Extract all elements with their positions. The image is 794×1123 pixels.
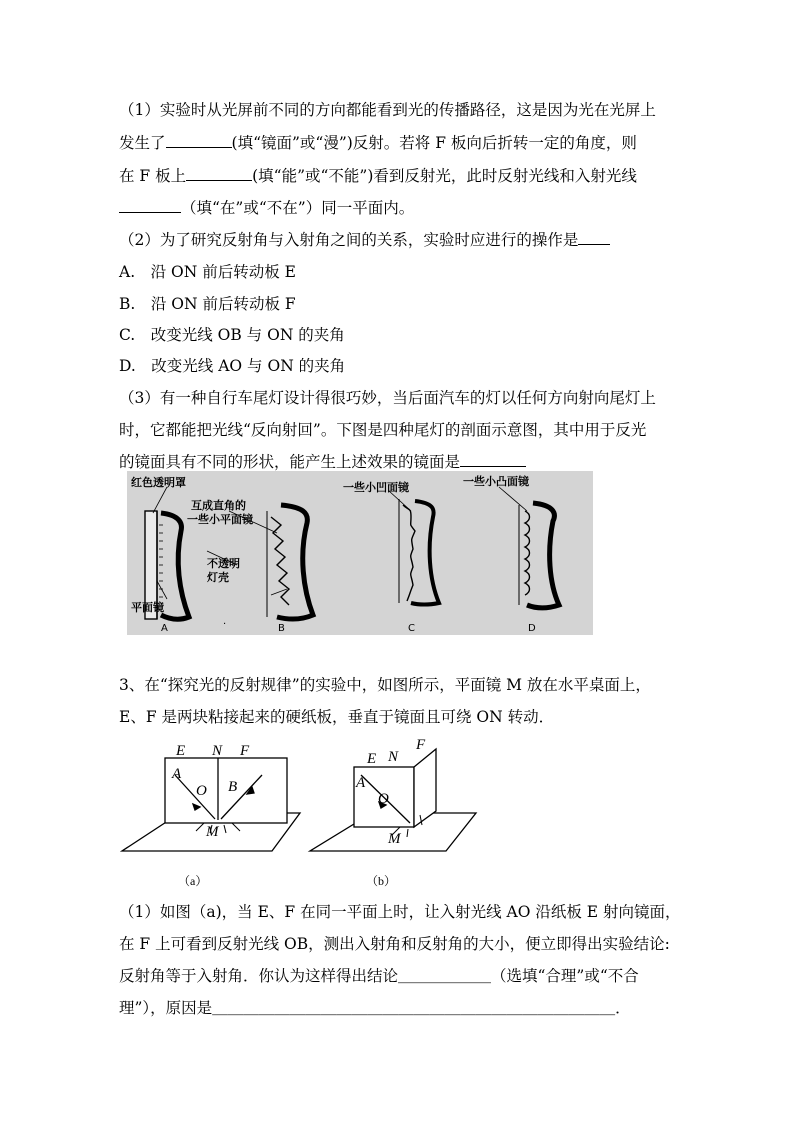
- label-right-angle-2: 一些小平面镜: [187, 513, 253, 526]
- q2-p2-text: （2）为了研究反射角与入射角之间的关系，实验时应进行的操作是: [119, 231, 579, 249]
- answer-blank-4[interactable]: [578, 230, 610, 245]
- fig-a-caption: （a）: [178, 874, 208, 888]
- label-red-cover: 红色透明罩: [131, 476, 186, 489]
- fig-b-caption: （b）: [366, 874, 397, 888]
- fig-b-label-o: O: [378, 791, 389, 807]
- reflection-figure: [120, 735, 480, 895]
- q2-p1-line3-b: (填“能”或“不能”)看到反射光，此时反射光线和入射光线: [252, 167, 637, 185]
- answer-blank-2[interactable]: [186, 166, 252, 181]
- q2-p1-line3: [119, 166, 637, 186]
- taillight-figure: [127, 471, 593, 635]
- q2-p1-line3-a: 在 F 板上: [119, 167, 187, 185]
- fig-a-label-m: M: [206, 824, 219, 840]
- fig-a-label-a: A: [172, 766, 182, 782]
- q2-p3-line3: [119, 452, 526, 472]
- caption-a: A: [161, 623, 168, 634]
- fig-a-label-b: B: [228, 779, 238, 795]
- q2-p1-line1: （1）实验时从光屏前不同的方向都能看到光的传播路径，这是因为光在光屏上: [119, 101, 656, 119]
- q3-p1-line4: 理”），原因是＿＿＿＿＿＿＿＿＿＿＿＿＿＿＿＿＿＿＿＿＿＿＿＿＿＿．: [119, 999, 631, 1017]
- label-convex: 一些小凸面镜: [463, 475, 529, 488]
- q2-p1-line2-b: (填“镜面”或“漫”)反射。若将 F 板向后折转一定的角度，则: [231, 134, 637, 152]
- q2-p1-line2: [119, 133, 637, 153]
- option-c: C. 改变光线 OB 与 ON 的夹角: [119, 326, 345, 344]
- q2-p2-line1: [119, 230, 610, 250]
- option-b: B. 沿 ON 前后转动板 F: [119, 295, 296, 313]
- fig-a-label-n: N: [212, 743, 223, 759]
- q3-p1-line1: （1）如图（a)，当 E、F 在同一平面上时，让入射光线 AO 沿纸板 E 射向镜面，: [119, 903, 681, 921]
- fig-a-label-f: F: [240, 743, 250, 759]
- option-a: A. 沿 ON 前后转动板 E: [119, 263, 296, 281]
- label-opaque-2: 灯壳: [207, 571, 229, 584]
- q3-stem-line2: E、F 是两块粘接起来的硬纸板，垂直于镜面且可绕 ON 转动．: [119, 708, 555, 726]
- label-concave: 一些小凹面镜: [343, 481, 409, 494]
- caption-b: B: [278, 623, 285, 634]
- fig-a-label-o: O: [196, 783, 207, 799]
- answer-blank-1[interactable]: [166, 133, 232, 148]
- fig-b-label-m: M: [388, 831, 401, 847]
- caption-dot: ·: [223, 619, 227, 630]
- option-d: D. 改变光线 AO 与 ON 的夹角: [119, 357, 346, 375]
- fig-b-label-n: N: [388, 749, 399, 765]
- caption-d: D: [528, 623, 536, 634]
- q3-stem-line1: 3、在“探究光的反射规律”的实验中，如图所示，平面镜 M 放在水平桌面上，: [119, 676, 651, 694]
- q2-p1-line4: [119, 198, 414, 218]
- fig-b-label-e: E: [367, 751, 377, 767]
- q2-p3-line1: （3）有一种自行车尾灯设计得很巧妙，当后面汽车的灯以任何方向射向尾灯上: [119, 389, 656, 407]
- label-flat-mirror: 平面镜: [131, 601, 164, 614]
- fig-b-label-f: F: [416, 737, 426, 753]
- q3-p1-line3: 反射角等于入射角．你认为这样得出结论＿＿＿＿＿＿（选填“合理”或“不合: [119, 967, 639, 985]
- fig-a-label-e: E: [176, 743, 186, 759]
- answer-blank-5[interactable]: [460, 452, 526, 467]
- q2-p1-line4-b: （填“在”或“不在”）同一平面内。: [181, 199, 415, 217]
- q3-p1-line2: 在 F 上可看到反射光线 OB，测出入射角和反射角的大小，便立即得出实验结论:: [119, 935, 670, 953]
- caption-c: C: [408, 623, 415, 634]
- label-opaque-1: 不透明: [207, 557, 240, 570]
- fig-b-label-a: A: [356, 775, 366, 791]
- label-right-angle-1: 互成直角的: [191, 499, 246, 512]
- q2-p3-text: 的镜面具有不同的形状，能产生上述效果的镜面是: [119, 453, 461, 471]
- q2-p3-line2: 时，它都能把光线“反向射回”。下图是四种尾灯的剖面示意图，其中用于反光: [119, 421, 647, 439]
- q2-p1-line2-a: 发生了: [119, 134, 166, 152]
- answer-blank-3[interactable]: [119, 198, 181, 213]
